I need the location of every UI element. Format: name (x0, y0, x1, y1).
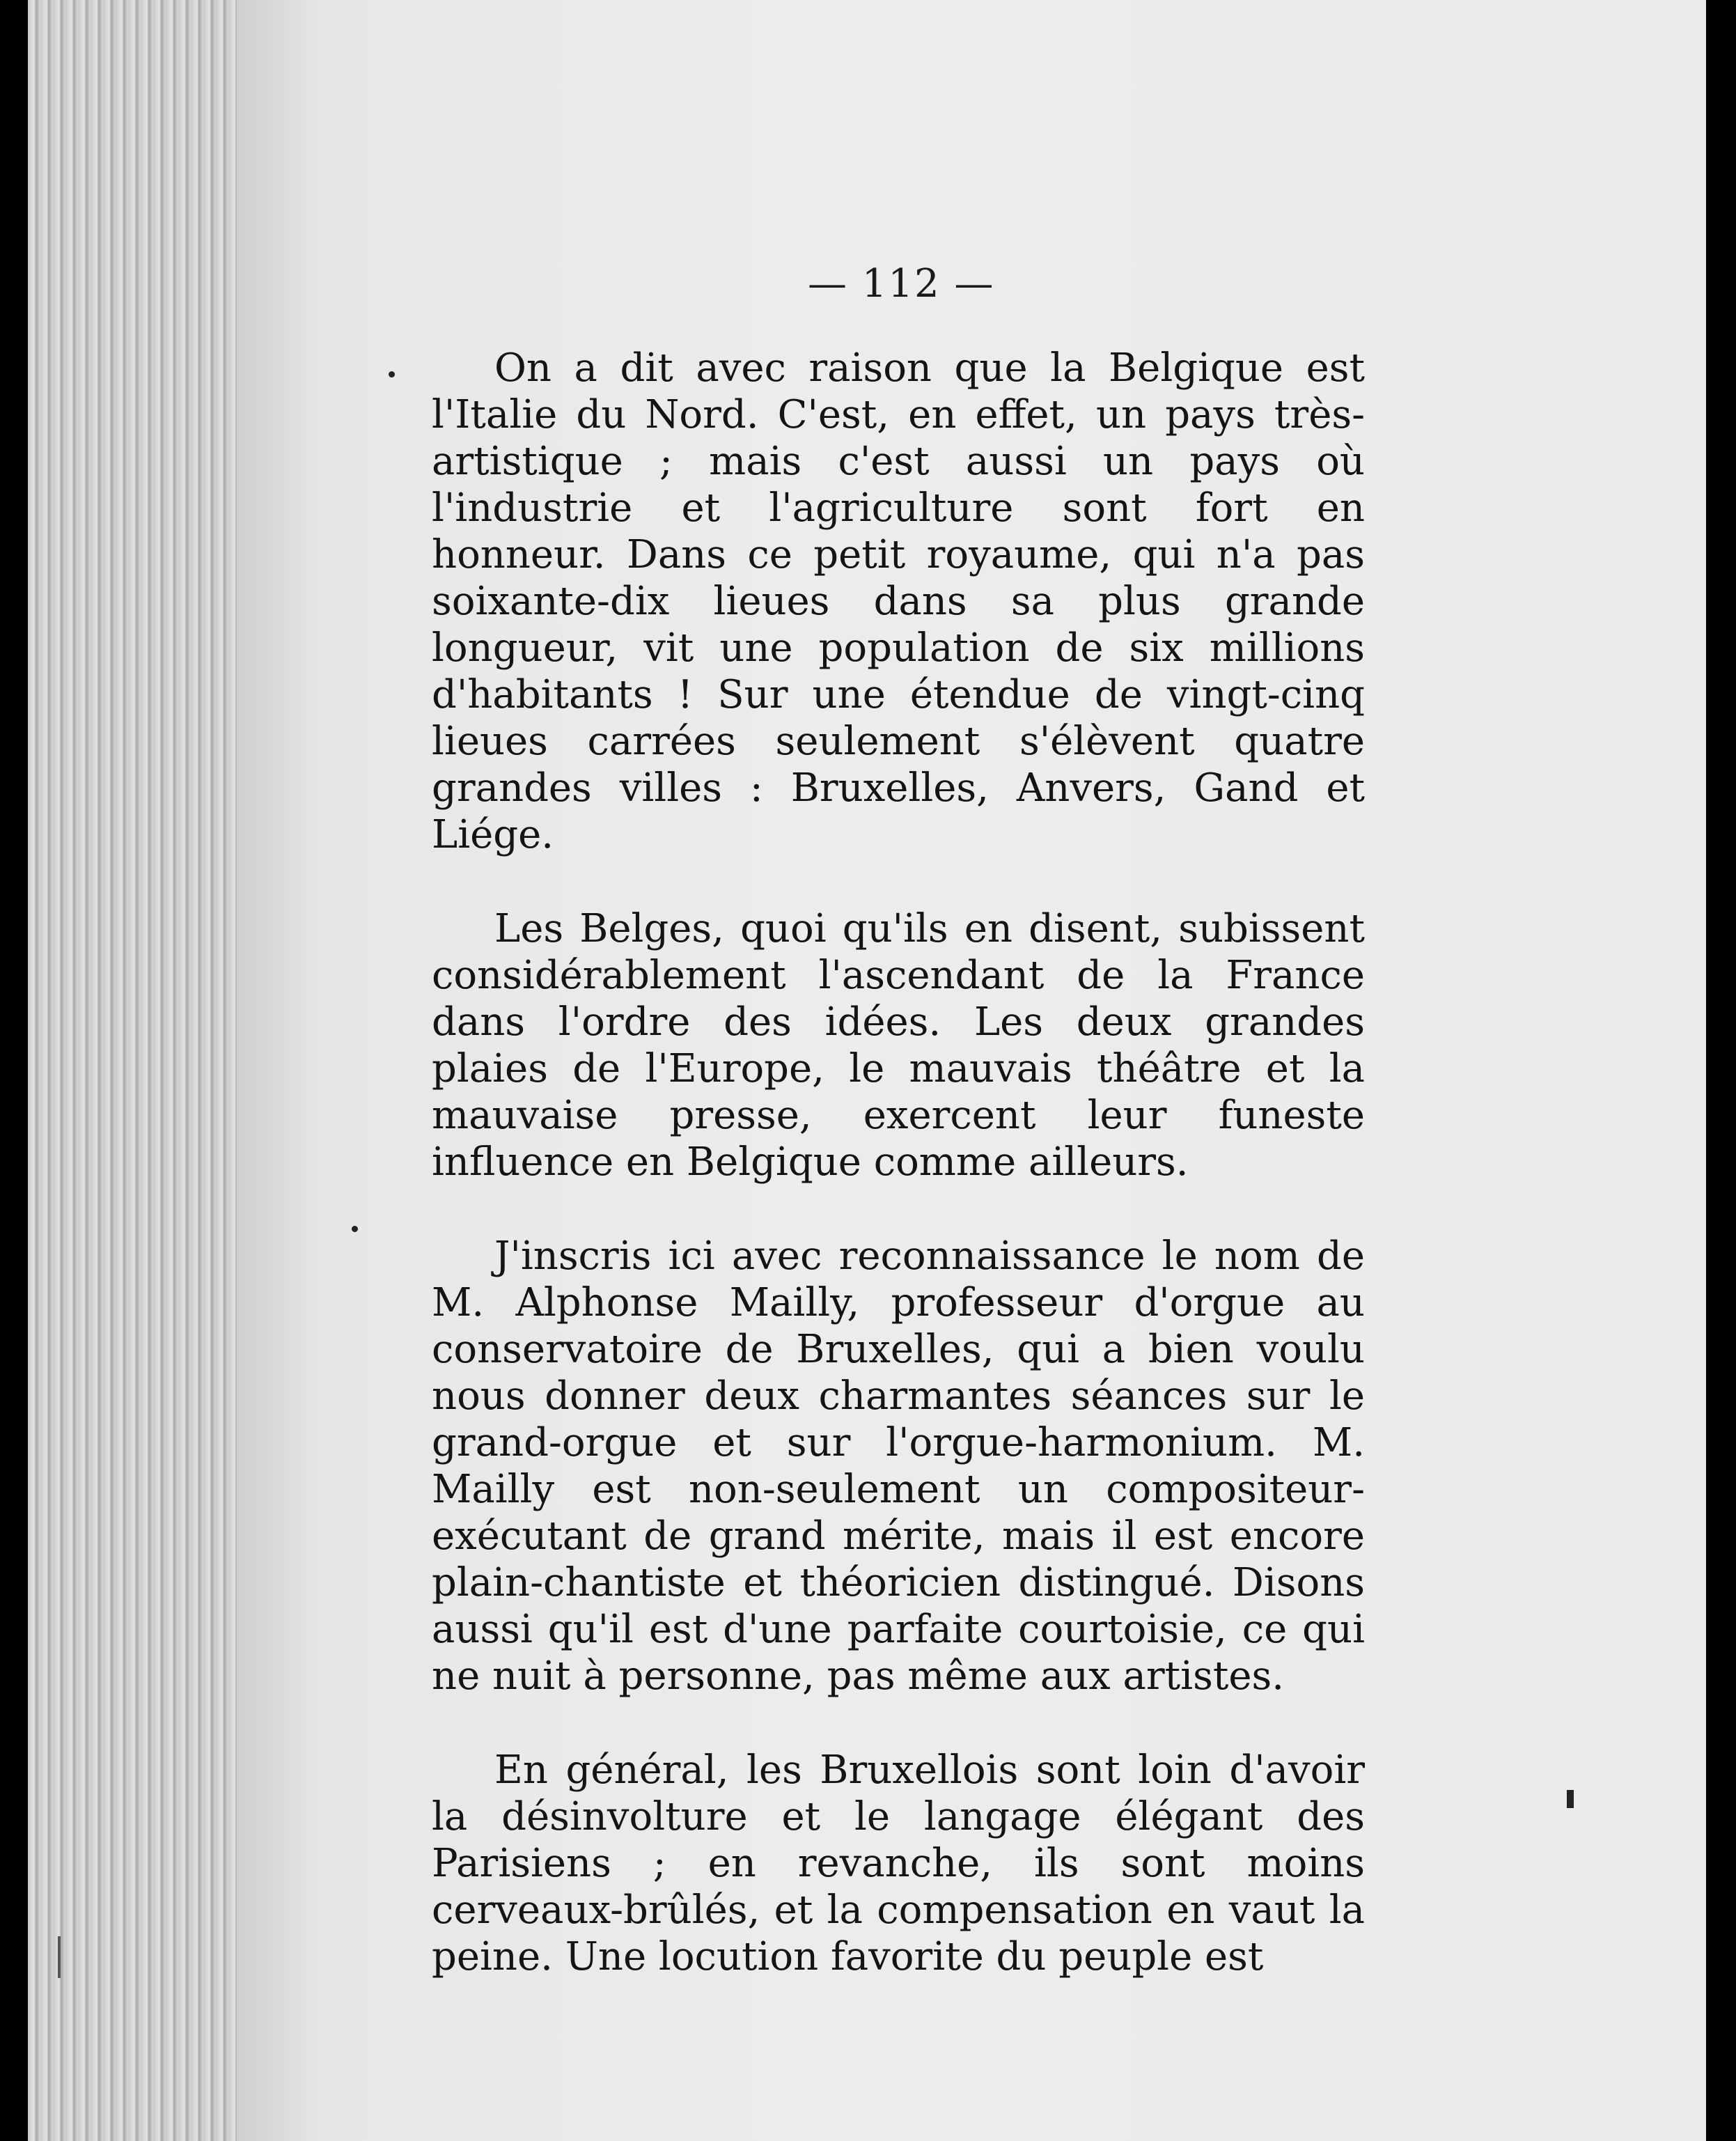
margin-tab-mark (1567, 1790, 1574, 1808)
paragraph: Les Belges, quoi qu'ils en disent, subissent considérablement l'ascendant de la France dans l'ordre des idées. Les deux grandes plaies de l'Europe, le mauvais théâtre et la mauvaise presse, exercent leur funeste influence en Belgique comme ailleurs. (432, 906, 1365, 1185)
margin-dot-mark (389, 371, 395, 377)
page-number: — 112 — (808, 261, 995, 306)
paragraph: En général, les Bruxellois sont loin d'avoir la désinvolture et le langage élégant des Parisiens ; en revanche, ils sont moins cerveaux-brûlés, et la compensation en vaut la peine. Une locution favorite du peuple est (432, 1747, 1365, 1979)
edge-stroke-mark (58, 1936, 61, 1978)
margin-dot-mark (352, 1226, 358, 1232)
body-text (432, 345, 1365, 1980)
paragraph: On a dit avec raison que la Belgique est l'Italie du Nord. C'est, en effet, un pays très-artistique ; mais c'est aussi un pays où l'industrie et l'agriculture sont fort en honneur. Dans ce petit royaume, qui n'a pas soixante-dix lieues dans sa plus grande longueur, vit une population de six millions d'habitants ! Sur une étendue de vingt-cinq lieues carrées seulement s'élèvent quatre grandes villes : Bruxelles, Anvers, Gand et Liége. (432, 345, 1365, 857)
paragraph: J'inscris ici avec reconnaissance le nom de M. Alphonse Mailly, professeur d'orgue au conservatoire de Bruxelles, qui a bien voulu nous donner deux charmantes séances sur le grand-orgue et sur l'orgue-harmonium. M. Mailly est non-seulement un compositeur-exécutant de grand mérite, mais il est encore plain-chantiste et théoricien distingué. Disons aussi qu'il est d'une parfaite courtoisie, ce qui ne nuit à personne, pas même aux artistes. (432, 1233, 1365, 1699)
page-edges (28, 0, 258, 2141)
